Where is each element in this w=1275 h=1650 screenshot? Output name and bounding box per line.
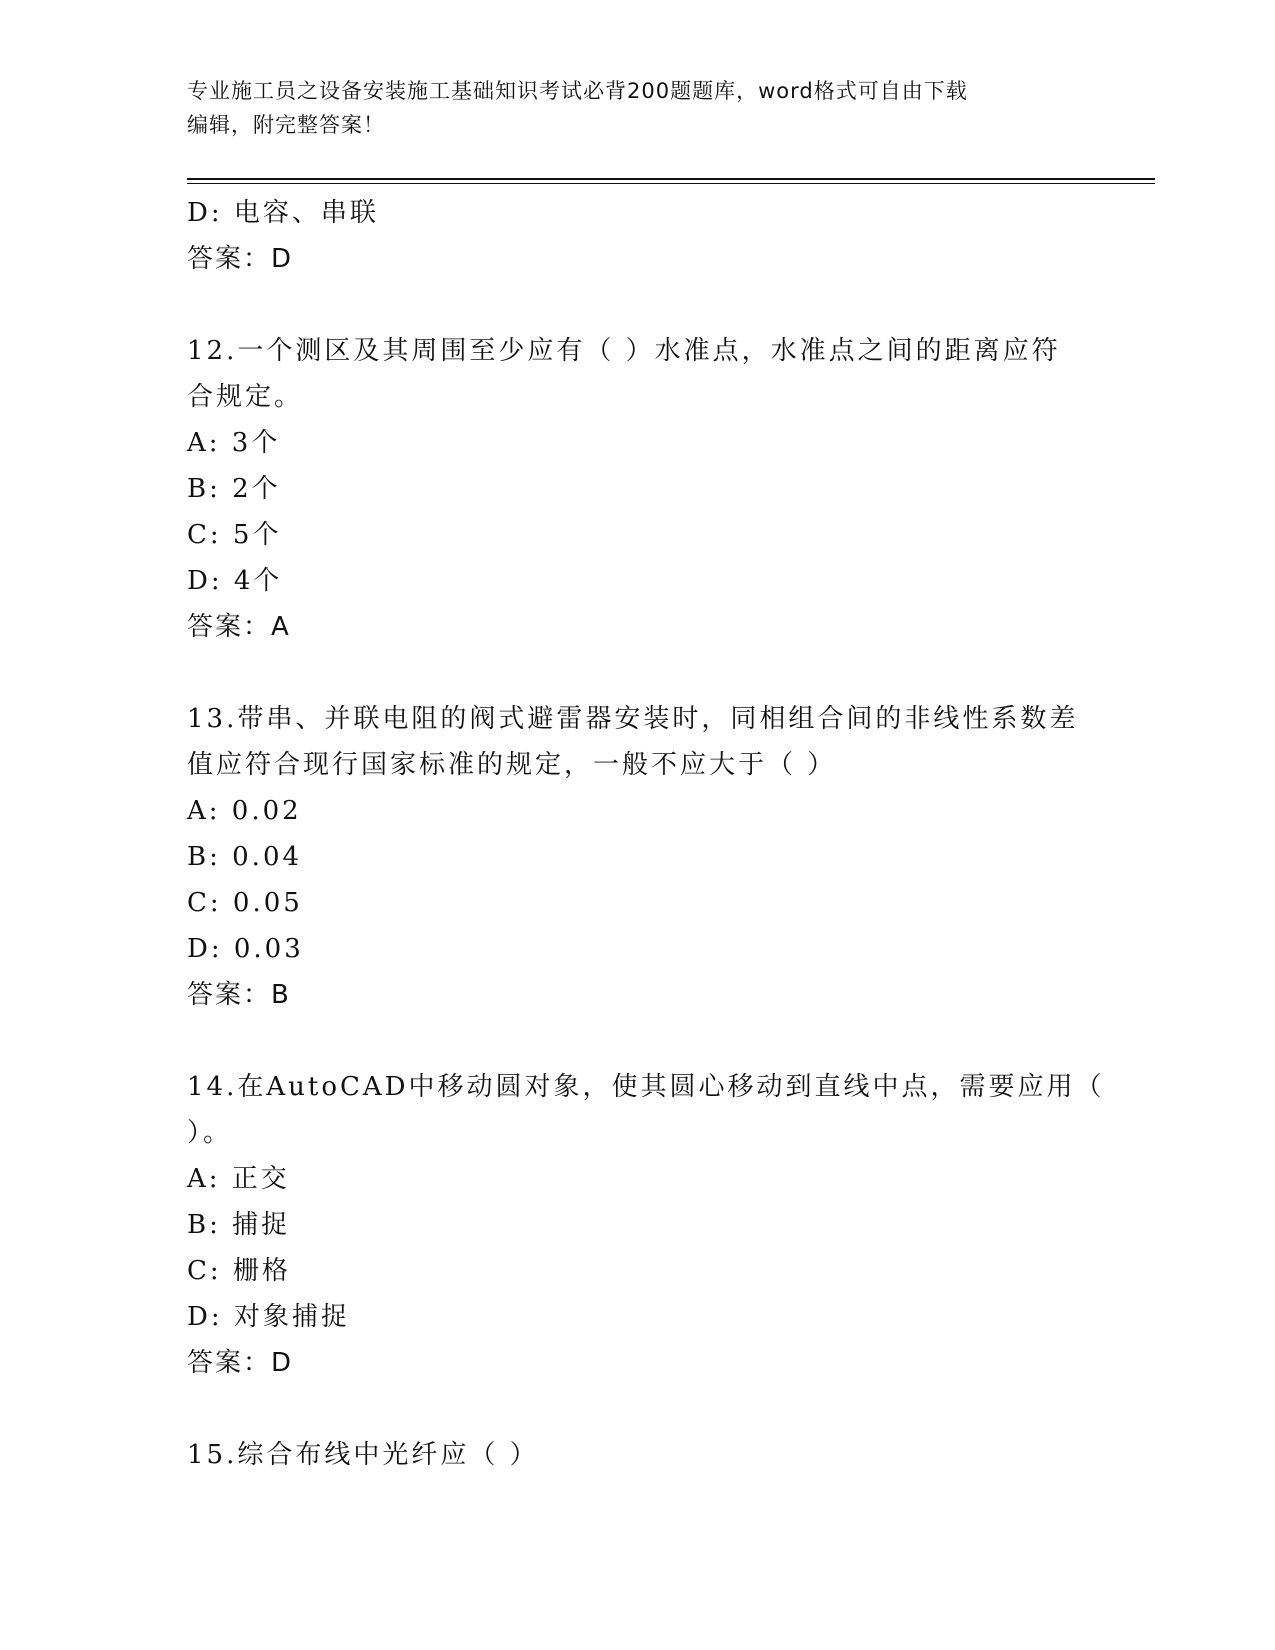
question-11-answer: 答案：D	[187, 244, 294, 274]
question-11-tail	[187, 190, 1077, 282]
question-spacer	[187, 1018, 1077, 1064]
question-12-option-b: B: 2个	[187, 474, 281, 504]
question-list	[187, 190, 1105, 1478]
question-14-stem-line-2: ）。	[187, 1118, 233, 1148]
question-13-stem-line-2: 值应符合现行国家标准的规定，一般不应大于（ ）	[187, 750, 837, 780]
question-14-stem-line-1: 14.在AutoCAD中移动圆对象，使其圆心移动到直线中点，需要应用（	[187, 1072, 1105, 1102]
header-title-line-1: 专业施工员之设备安装施工基础知识考试必背200题题库，word格式可自由下载	[187, 79, 968, 103]
question-12-stem-line-1: 12.一个测区及其周围至少应有（ ）水准点，水准点之间的距离应符	[187, 336, 1061, 366]
question-13	[187, 696, 1077, 1018]
question-12-option-a: A: 3个	[187, 428, 281, 458]
question-11-option-d: D: 电容、串联	[187, 198, 379, 228]
question-12-stem-line-2: 合规定。	[187, 382, 304, 412]
question-13-option-a: A: 0.02	[187, 796, 302, 826]
question-12-option-c: C: 5个	[187, 520, 282, 550]
question-13-stem-line-1: 13.带串、并联电阻的阀式避雷器安装时，同相组合间的非线性系数差	[187, 704, 1079, 734]
document-header	[187, 74, 1067, 142]
question-12-option-d: D: 4个	[187, 566, 283, 596]
question-14-option-a: A: 正交	[187, 1164, 290, 1194]
question-13-option-c: C: 0.05	[187, 888, 303, 918]
question-14-option-b: B: 捕捉	[187, 1210, 291, 1240]
question-spacer	[187, 282, 1077, 328]
header-title-line-2: 编辑，附完整答案！	[187, 113, 385, 137]
question-13-option-b: B: 0.04	[187, 842, 303, 872]
question-spacer	[187, 650, 1077, 696]
question-15	[187, 1432, 1077, 1478]
question-13-answer: 答案：B	[187, 980, 291, 1010]
question-12	[187, 328, 1077, 650]
question-14-option-d: D: 对象捕捉	[187, 1302, 350, 1332]
question-14-option-c: C: 栅格	[187, 1256, 291, 1286]
question-13-option-d: D: 0.03	[187, 934, 304, 964]
question-spacer	[187, 1386, 1077, 1432]
question-15-stem-line-1: 15.综合布线中光纤应（ ）	[187, 1440, 539, 1470]
question-14	[187, 1064, 1105, 1386]
header-divider-thick	[187, 178, 1155, 180]
question-12-answer: 答案：A	[187, 612, 291, 642]
header-divider-thin	[187, 183, 1155, 184]
question-14-answer: 答案：D	[187, 1348, 294, 1378]
